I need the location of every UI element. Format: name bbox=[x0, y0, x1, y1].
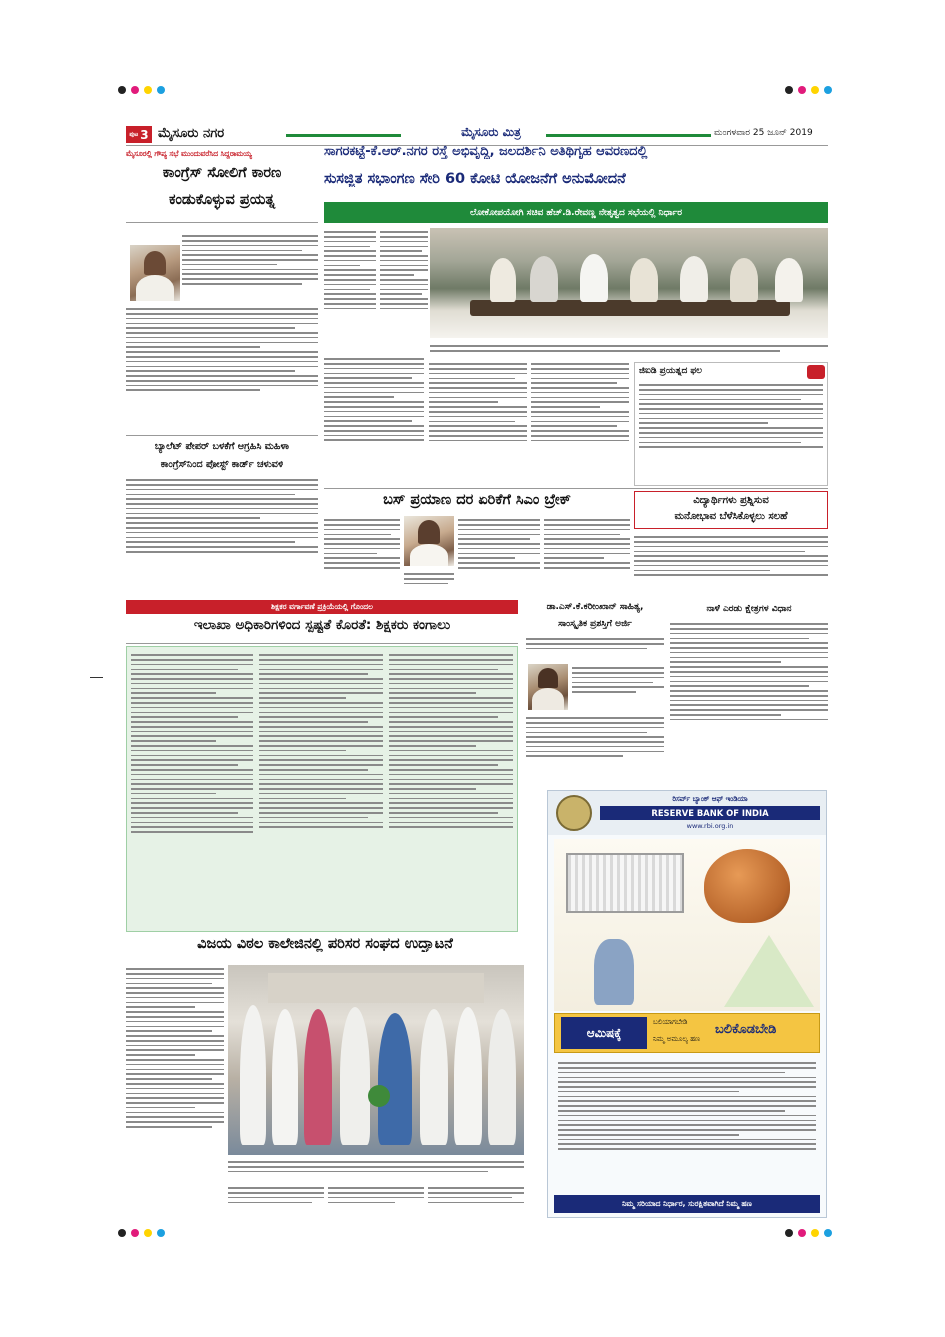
page-label: ಪುಟ bbox=[129, 130, 139, 138]
award-body-text-2 bbox=[526, 714, 664, 784]
jilla-box-title: ಜಿಐಡಿ ಪ್ರಯತ್ನದ ಫಲ bbox=[639, 366, 703, 376]
rbi-banner-small-2: ನಿಮ್ಮ ಅಮೂಲ್ಯ ಹಣ bbox=[653, 1035, 701, 1043]
registration-mark bbox=[811, 86, 819, 94]
registration-mark bbox=[131, 1229, 139, 1237]
masthead-rule-right bbox=[546, 134, 711, 137]
teacher-body-col-1 bbox=[131, 651, 253, 927]
registration-mark bbox=[824, 1229, 832, 1237]
teacher-body-col-2 bbox=[259, 651, 383, 927]
lead-body-col-1 bbox=[324, 228, 376, 348]
attendee bbox=[630, 258, 658, 302]
rbi-banner-small-1: ಬಲಿಯಾಗಬೇಡಿ bbox=[653, 1018, 688, 1026]
portrait-body bbox=[532, 688, 564, 710]
registration-mark bbox=[798, 1229, 806, 1237]
divider bbox=[126, 643, 518, 644]
award-body-text bbox=[572, 664, 664, 712]
college-body-col-3 bbox=[328, 1184, 424, 1218]
page-number: 3 bbox=[140, 127, 149, 142]
portrait-head bbox=[144, 251, 166, 275]
congress-body-text-2 bbox=[126, 305, 318, 433]
teacher-headline: ಇಲಾಖಾ ಅಧಿಕಾರಿಗಳಿಂದ ಸ್ಪಷ್ಟತೆ ಕೊರತೆ: ಶಿಕ್ಷಕರು ಕಂಗಾಲು bbox=[193, 617, 451, 633]
college-photo-caption bbox=[228, 1158, 524, 1180]
ballot-headline-2: ಕಾಂಗ್ರೆಸ್‌ನಿಂದ ಪೋಸ್ಟ್ ಕಾರ್ಡ್ ಚಳುವಳಿ bbox=[160, 459, 284, 470]
lead-body-col-3 bbox=[324, 355, 424, 485]
portrait-body bbox=[136, 275, 174, 301]
rbi-seal-icon bbox=[556, 795, 592, 831]
rbi-warning-banner bbox=[554, 1013, 820, 1053]
registration-mark bbox=[131, 86, 139, 94]
award-body-intro bbox=[526, 635, 664, 661]
college-body-col-4 bbox=[428, 1184, 524, 1218]
rbi-ad-footer: ನಿಮ್ಮ ಸರಿಯಾದ ನಿರ್ಧಾರ, ಸುರಕ್ಷಿತವಾಗಿದೆ ನಿಮ್ಮ ಹಣ bbox=[554, 1195, 820, 1213]
jilla-box-text bbox=[639, 381, 823, 483]
rbi-ad-header bbox=[548, 791, 826, 835]
student bbox=[488, 1009, 516, 1145]
event-banner bbox=[268, 973, 484, 1003]
attendee bbox=[730, 258, 758, 302]
portrait-head bbox=[418, 520, 440, 544]
bus-body-col-1 bbox=[324, 516, 400, 596]
teacher-story-box bbox=[126, 646, 518, 932]
ballot-headline-1: ಬ್ಯಾಲೆಟ್ ಪೇಪರ್ ಬಳಕೆಗೆ ಆಗ್ರಹಿಸಿ ಮಹಿಳಾ bbox=[154, 441, 290, 452]
portrait-body bbox=[410, 544, 448, 566]
portrait-head bbox=[538, 668, 558, 688]
masthead bbox=[126, 124, 828, 146]
college-body-col-1 bbox=[126, 965, 224, 1217]
crop-mark bbox=[90, 677, 103, 678]
mousetrap-illustration bbox=[566, 853, 684, 913]
lead-body-col-5 bbox=[531, 360, 629, 485]
congress-kicker: ಮೈಸೂರಲ್ಲಿ ಗೌಪ್ಯ ಸಭೆ ಮುಂದುವರೆಸಿದ ಸಿದ್ದರಾಮಯ್ಯ bbox=[126, 149, 252, 158]
congress-body-text bbox=[182, 232, 318, 308]
lead-body-col-4 bbox=[429, 360, 527, 485]
issue-date: ಮಂಗಳವಾರ 25 ಜೂನ್ 2019 bbox=[714, 128, 813, 138]
student bbox=[340, 1007, 370, 1145]
bus-body-col-4 bbox=[544, 516, 630, 596]
guest bbox=[378, 1013, 412, 1145]
lead-headline-1: ಸಾಗರಕಟ್ಟೆ-ಕೆ.ಆರ್.ನಗರ ರಸ್ತೆ ಅಭಿವೃದ್ಧಿ, ಜಲದರ್ಶಿನಿ ಅತಿಥಿಗೃಹ ಆವರಣದಲ್ಲಿ bbox=[324, 144, 648, 159]
divider bbox=[126, 435, 318, 436]
meeting-photo-caption bbox=[430, 342, 828, 356]
page-number-badge bbox=[126, 126, 152, 143]
registration-mark bbox=[118, 86, 126, 94]
student bbox=[272, 1009, 298, 1145]
elections-headline: ನಾಳೆ ಎರಡು ಕ್ಷೇತ್ರಗಳ ವಿಧಾನ bbox=[706, 604, 792, 614]
registration-mark bbox=[798, 86, 806, 94]
registration-mark bbox=[785, 1229, 793, 1237]
person-illustration bbox=[594, 939, 634, 1005]
rbi-banner-big: ಬಲಿಕೊಡಬೇಡಿ bbox=[715, 1022, 777, 1037]
teacher-kicker: ಶಿಕ್ಷಕರ ವರ್ಗಾವಣೆ ಪ್ರಕ್ರಿಯೆಯಲ್ಲಿ ಗೊಂದಲ bbox=[271, 602, 373, 611]
attendee bbox=[580, 254, 608, 302]
congress-headline-2: ಕಂಡುಕೊಳ್ಳುವ ಪ್ರಯತ್ನ bbox=[168, 192, 275, 208]
award-headline-1: ಡಾ.ಎಸ್.ಕೆ.ಕರೀಂಖಾನ್ ಸಾಹಿತ್ಯ, bbox=[546, 602, 644, 612]
politician-photo bbox=[130, 245, 180, 301]
bus-body-col-3 bbox=[458, 516, 540, 596]
student bbox=[454, 1007, 482, 1145]
attendee bbox=[530, 256, 558, 302]
chief-minister-photo bbox=[404, 516, 454, 566]
students-headline-1: ವಿದ್ಯಾರ್ಥಿಗಳು ಪ್ರಶ್ನಿಸುವ bbox=[693, 495, 769, 506]
bus-headline: ಬಸ್ ಪ್ರಯಾಣ ದರ ಏರಿಕೆಗೆ ಸಿಎಂ ಬ್ರೇಕ್ bbox=[383, 492, 571, 508]
student bbox=[304, 1009, 332, 1145]
college-body-col-2 bbox=[228, 1184, 324, 1218]
student bbox=[420, 1009, 448, 1145]
award-headline-2: ಸಾಂಸ್ಕೃತಿಕ ಪ್ರಶಸ್ತಿಗೆ ಅರ್ಜಿ bbox=[558, 619, 632, 629]
attendee bbox=[775, 258, 803, 302]
registration-mark bbox=[824, 86, 832, 94]
masthead-rule bbox=[286, 134, 401, 137]
money-tree-illustration bbox=[724, 935, 814, 1007]
students-headline-box bbox=[634, 491, 828, 529]
lead-body-col-2 bbox=[380, 228, 428, 348]
lead-subhead-bar bbox=[324, 202, 828, 223]
attendee bbox=[680, 256, 708, 302]
congress-headline-1: ಕಾಂಗ್ರೆಸ್ ಸೋಲಿಗೆ ಕಾರಣ bbox=[162, 165, 282, 181]
award-person-photo bbox=[528, 664, 568, 710]
registration-mark bbox=[811, 1229, 819, 1237]
rbi-ad-illustration bbox=[554, 839, 820, 1011]
rbi-advertisement bbox=[547, 790, 827, 1218]
meeting-photo bbox=[430, 228, 828, 338]
sapling-plant bbox=[368, 1085, 390, 1107]
college-event-photo bbox=[228, 965, 524, 1155]
lead-headline-2: ಸುಸಜ್ಜಿತ ಸಭಾಂಗಣ ಸೇರಿ 60 ಕೋಟಿ ಯೋಜನೆಗೆ ಅನುಮೋದನೆ bbox=[324, 171, 626, 187]
teacher-body-col-3 bbox=[389, 651, 513, 927]
students-body-text bbox=[634, 533, 828, 598]
registration-mark bbox=[785, 86, 793, 94]
student bbox=[240, 1005, 266, 1145]
paper-name: ಮೈಸೂರು ಮಿತ್ರ bbox=[461, 125, 521, 139]
piggy-bank-illustration bbox=[704, 849, 790, 923]
meeting-table bbox=[470, 300, 790, 316]
rbi-url: www.rbi.org.in bbox=[686, 822, 734, 830]
divider bbox=[126, 222, 318, 223]
teacher-kicker-bar bbox=[126, 600, 518, 614]
registration-mark bbox=[157, 86, 165, 94]
registration-mark bbox=[118, 1229, 126, 1237]
section-title: ಮೈಸೂರು ನಗರ bbox=[158, 126, 225, 141]
bus-body-col-2 bbox=[404, 570, 454, 596]
students-headline-2: ಮನೋಭಾವ ಬೆಳೆಸಿಕೊಳ್ಳಲು ಸಲಹೆ bbox=[674, 511, 788, 522]
ballot-body-text bbox=[126, 476, 318, 592]
registration-mark bbox=[157, 1229, 165, 1237]
jilla-box-badge bbox=[807, 365, 825, 379]
college-headline: ವಿಜಯ ವಿಠಲ ಕಾಲೇಜಿನಲ್ಲಿ ಪರಿಸರ ಸಂಘದ ಉದ್ಘಾಟನೆ bbox=[197, 936, 453, 952]
rbi-name: RESERVE BANK OF INDIA bbox=[600, 806, 820, 820]
registration-mark bbox=[144, 1229, 152, 1237]
elections-body-text bbox=[670, 620, 828, 784]
attendee bbox=[490, 258, 516, 302]
divider bbox=[324, 488, 828, 489]
jilla-box bbox=[634, 362, 828, 486]
rbi-banner-word: ಆಮಿಷಕ್ಕೆ bbox=[561, 1017, 647, 1049]
rbi-ad-body bbox=[558, 1059, 816, 1191]
lead-subhead: ಲೋಕೋಪಯೋಗಿ ಸಚಿವ ಹೆಚ್.ಡಿ.ರೇವಣ್ಣ ನೇತೃತ್ವದ ಸಭೆಯಲ್ಲಿ ನಿರ್ಧಾರ bbox=[470, 207, 682, 218]
rbi-top-line: ರಿಸರ್ವ್ ಬ್ಯಾಂಕ್ ಆಫ್ ಇಂಡಿಯಾ bbox=[672, 795, 748, 803]
registration-mark bbox=[144, 86, 152, 94]
